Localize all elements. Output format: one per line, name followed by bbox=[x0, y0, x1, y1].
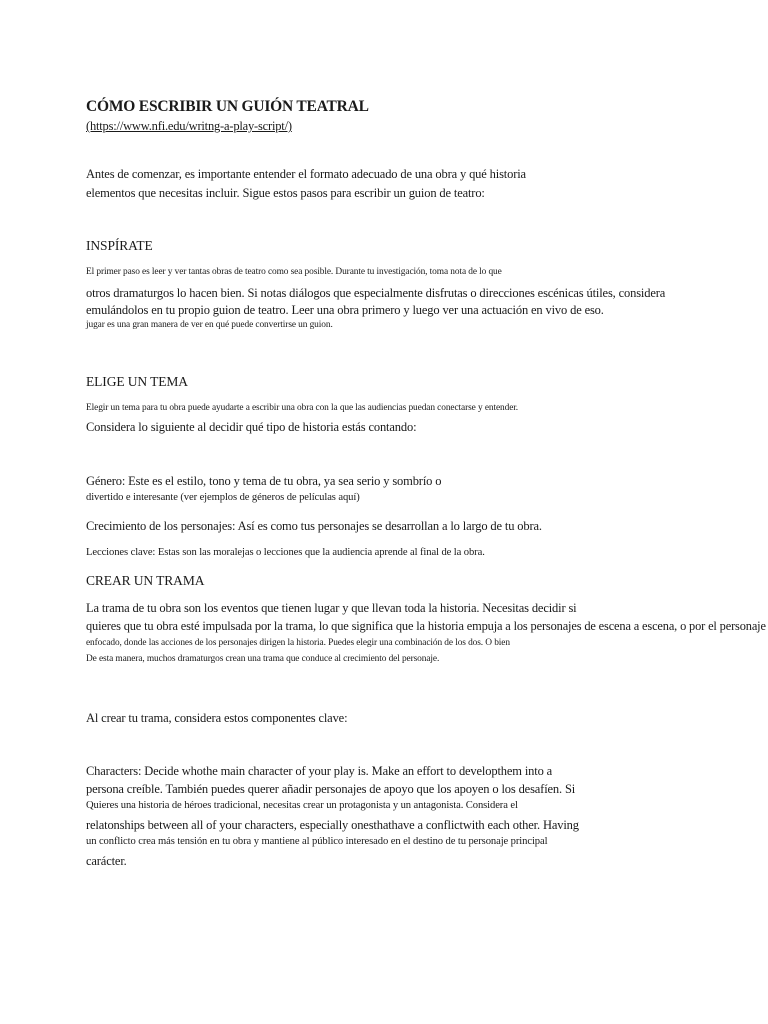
paragraph-line: De esta manera, muchos dramaturgos crean una trama que conduce al crecimiento del personaje. bbox=[86, 654, 440, 664]
paragraph-line: El primer paso es leer y ver tantas obras de teatro como sea posible. Durante tu investigación, toma nota de lo que bbox=[86, 267, 502, 277]
paragraph-line: Considera lo siguiente al decidir qué tipo de historia estás contando: bbox=[86, 420, 417, 434]
source-link[interactable]: (https://www.nfi.edu/writng-a-play-script/) bbox=[86, 119, 292, 133]
paragraph-line: jugar es una gran manera de ver en qué puede convertirse un guion. bbox=[86, 320, 333, 330]
characters-line: carácter. bbox=[86, 854, 127, 868]
paragraph-line: La trama de tu obra son los eventos que tienen lugar y que llevan toda la historia. Necesitas decidir si bbox=[86, 601, 577, 615]
genero-line: Género: Este es el estilo, tono y tema de tu obra, ya sea serio y sombrío o bbox=[86, 474, 442, 488]
lecciones-line: Lecciones clave: Estas son las moralejas o lecciones que la audiencia aprende al final de la obra. bbox=[86, 547, 485, 558]
crecimiento-line: Crecimiento de los personajes: Así es como tus personajes se desarrollan a lo largo de tu obra. bbox=[86, 519, 542, 533]
intro-line: Antes de comenzar, es importante entender el formato adecuado de una obra y qué historia bbox=[86, 167, 526, 181]
paragraph-line: quieres que tu obra esté impulsada por la trama, lo que significa que la historia empuja a los personajes de escena a escena, o por el personaje bbox=[86, 619, 766, 633]
section-heading-inspirate: INSPÍRATE bbox=[86, 238, 153, 253]
componentes-line: Al crear tu trama, considera estos componentes clave: bbox=[86, 711, 348, 725]
paragraph-line: Elegir un tema para tu obra puede ayudarte a escribir una obra con la que las audiencias puedan conectarse y entender. bbox=[86, 403, 519, 413]
section-heading-elige-tema: ELIGE UN TEMA bbox=[86, 374, 188, 389]
characters-line: Quieres una historia de héroes tradicional, necesitas crear un protagonista y un antagonista. Considera el bbox=[86, 800, 518, 811]
characters-line: Characters: Decide whothe main character of your play is. Make an effort to developthem into a bbox=[86, 764, 553, 778]
intro-line: elementos que necesitas incluir. Sigue estos pasos para escribir un guion de teatro: bbox=[86, 186, 485, 200]
section-heading-crear-trama: CREAR UN TRAMA bbox=[86, 573, 205, 588]
characters-line: persona creíble. También puedes querer añadir personajes de apoyo que los apoyen o los desafíen. Si bbox=[86, 782, 576, 796]
paragraph-line: otros dramaturgos lo hacen bien. Si notas diálogos que especialmente disfrutas o direcciones escénicas útiles, considera bbox=[86, 286, 666, 300]
document-title: CÓMO ESCRIBIR UN GUIÓN TEATRAL bbox=[86, 98, 369, 115]
paragraph-line: emulándolos en tu propio guion de teatro. Leer una obra primero y luego ver una actuación en vivo de eso. bbox=[86, 303, 604, 317]
paragraph-line: enfocado, donde las acciones de los personajes dirigen la historia. Puedes elegir una combinación de los dos. O bien bbox=[86, 638, 510, 648]
characters-line: un conflicto crea más tensión en tu obra y mantiene al público interesado en el destino de tu personaje principal bbox=[86, 836, 548, 847]
genero-line: divertido e interesante (ver ejemplos de géneros de películas aquí) bbox=[86, 492, 360, 503]
characters-line: relatonships between all of your characters, especially onesthathave a conflictwith each other. Having bbox=[86, 818, 579, 832]
